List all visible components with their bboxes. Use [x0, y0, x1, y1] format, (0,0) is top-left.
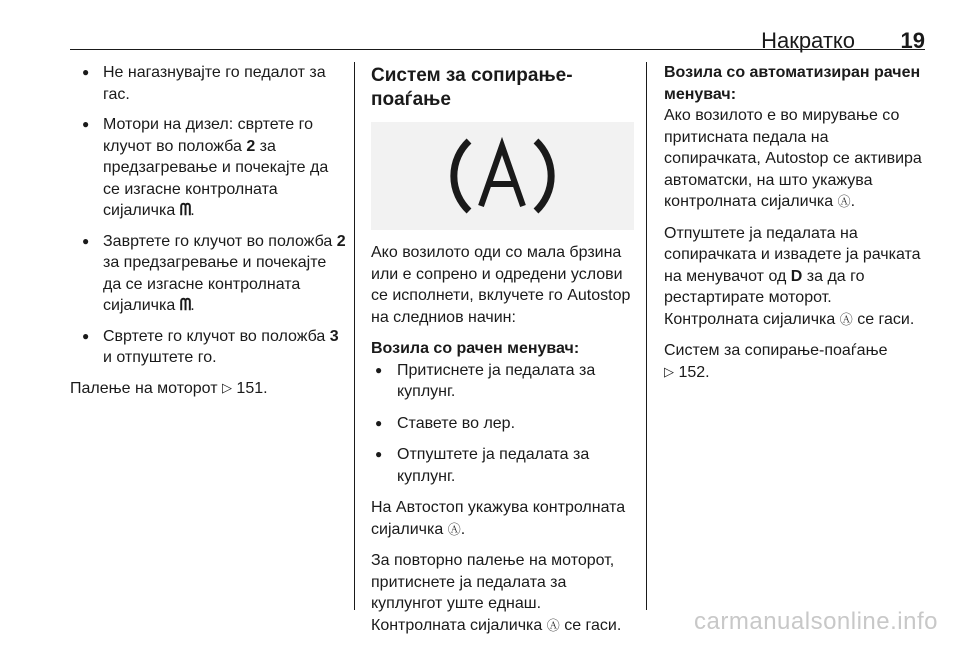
list-item: ● Не нагазнувајте го педалот за гас.	[70, 62, 346, 105]
reference-arrow-icon: ▷	[221, 379, 232, 395]
page-header	[70, 0, 925, 53]
glow-plug-icon: ᗰ	[179, 202, 191, 219]
watermark: carmanualsonline.info	[694, 608, 938, 635]
column-left	[70, 62, 346, 409]
page-number: 19	[900, 28, 925, 53]
list-item: ● Свртете го клучот во положба 3 и отпуштете го.	[70, 326, 346, 369]
list-item: ● Завртете го клучот во положба 2 за предзагревање и почекајте да се изгасне контролната сијаличка ᗰ.	[70, 231, 346, 317]
start-steps-list	[70, 62, 346, 369]
subheading: Возила со рачен менувач:	[371, 340, 580, 357]
manual-steps-list	[371, 360, 634, 488]
list-item: ● Отпуштете ја педалата за куплунг.	[373, 444, 634, 487]
column-right: Возила со автоматизиран рачен менувач: Ако возилото е во мирување со притисната педала на сопирачката, Autostop се активира автоматски, на што укажува контролната сијаличка Ⓐ. Отпуштете ја педалата на сопирачката и извадете ја рачката на менувачот од D за да го рестартирате моторот. Контролната сијаличка Ⓐ се гаси. Систем за сопирање-поаѓање ▷ 152.	[664, 62, 929, 393]
list-item: ● Мотори на дизел: свртете го клучот во положба 2 за предзагревање и почекајте да се изгасне контролната сијаличка ᗰ.	[70, 114, 346, 222]
reference-page[interactable]: 152.	[678, 363, 710, 381]
section-title: Систем за сопирање-поаѓање	[371, 65, 573, 110]
subheading: Возила со автоматизиран рачен менувач:	[664, 64, 921, 103]
header-rule	[70, 49, 925, 50]
autostop-indicator-icon: Ⓐ	[546, 617, 560, 633]
list-item: ● Притиснете ја педалата за куплунг.	[373, 360, 634, 403]
autostop-icon	[371, 122, 634, 230]
autostop-indicator-icon: Ⓐ	[839, 311, 853, 327]
autostop-indicator-icon: Ⓐ	[837, 194, 851, 209]
column-divider-right	[646, 62, 647, 610]
column-middle: Систем за сопирање-поаѓање Ако возилото оди со мала брзина или е сопрено и одредени услови се исполнети, вклучете го Autostop на следниов начин: Возила со рачен менувач: ● Притиснете ја педалата за куплунг. ● Ставете во лер. ● Отпуштете ја педалата за куплунг. На Автостоп укажува контролната сијаличка Ⓐ. За повторно палење на моторот, притиснете ја педалата за куплунгот уште еднаш. Контролната сијаличка Ⓐ се гаси.	[371, 62, 634, 646]
autostop-indicator-icon: Ⓐ	[447, 521, 461, 537]
autostop-figure	[371, 122, 634, 230]
reference-arrow-icon: ▷	[664, 363, 674, 379]
glow-plug-icon: ᗰ	[179, 297, 191, 314]
cross-reference[interactable]: Палење на моторот ▷ 151.	[70, 378, 346, 400]
cross-reference[interactable]: Систем за сопирање-поаѓање ▷ 152.	[664, 342, 888, 381]
column-divider-left	[354, 62, 355, 610]
reference-page[interactable]: 151.	[236, 379, 268, 397]
list-item: ● Ставете во лер.	[373, 413, 634, 435]
page-header-title: Накратко	[761, 28, 855, 53]
